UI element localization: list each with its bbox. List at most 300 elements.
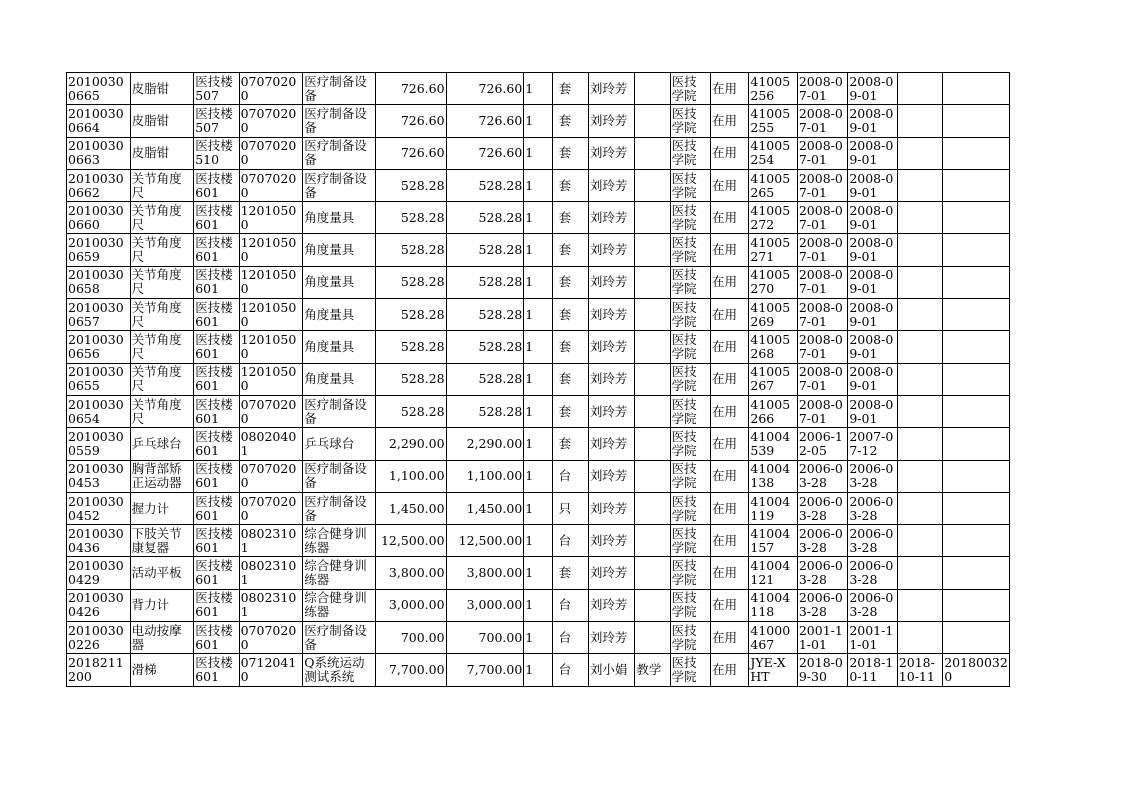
usage-cell (635, 525, 670, 557)
quantity-cell: 1 (524, 589, 552, 621)
category-code-cell: 07070200 (239, 460, 303, 492)
category-code-cell: 12010500 (239, 234, 303, 266)
category-name-cell: 医疗制备设备 (303, 460, 376, 492)
voucher-cell (943, 266, 1010, 298)
location-cell: 医技楼601 (194, 525, 239, 557)
unit-cell: 只 (552, 492, 588, 524)
purchase-date-cell: 2008-07-01 (797, 137, 847, 169)
keeper-cell: 刘玲芳 (588, 622, 634, 654)
usage-cell (635, 299, 670, 331)
invoice-cell: 41005272 (749, 202, 797, 234)
invoice-cell: 41005266 (749, 395, 797, 427)
department-cell: 医技学院 (670, 299, 710, 331)
quantity-cell: 1 (524, 266, 552, 298)
purchase-date-cell: 2008-07-01 (797, 395, 847, 427)
asset-id-cell: 20100300654 (67, 395, 131, 427)
invoice-cell: 41004157 (749, 525, 797, 557)
table-row (67, 73, 1010, 105)
table-row (67, 169, 1010, 201)
entry-date-cell: 2008-09-01 (848, 331, 897, 363)
quantity-cell: 1 (524, 525, 552, 557)
usage-cell (635, 557, 670, 589)
record-date-cell (897, 105, 942, 137)
category-name-cell: 医疗制备设备 (303, 622, 376, 654)
unit-cell: 台 (552, 460, 588, 492)
total-amount-cell: 700.00 (446, 622, 524, 654)
voucher-cell (943, 331, 1010, 363)
unit-cell: 台 (552, 525, 588, 557)
purchase-date-cell: 2008-07-01 (797, 105, 847, 137)
entry-date-cell: 2008-09-01 (848, 169, 897, 201)
voucher-cell (943, 363, 1010, 395)
department-cell: 医技学院 (670, 654, 710, 686)
entry-date-cell: 2008-09-01 (848, 234, 897, 266)
total-amount-cell: 726.60 (446, 73, 524, 105)
keeper-cell: 刘玲芳 (588, 266, 634, 298)
total-amount-cell: 528.28 (446, 299, 524, 331)
total-amount-cell: 726.60 (446, 137, 524, 169)
record-date-cell (897, 202, 942, 234)
category-code-cell: 07070200 (239, 105, 303, 137)
asset-id-cell: 20100300655 (67, 363, 131, 395)
unit-price-cell: 700.00 (375, 622, 446, 654)
department-cell: 医技学院 (670, 331, 710, 363)
status-cell: 在用 (711, 557, 749, 589)
record-date-cell (897, 622, 942, 654)
category-code-cell: 07070200 (239, 395, 303, 427)
usage-cell (635, 589, 670, 621)
record-date-cell (897, 492, 942, 524)
asset-name-cell: 乒乓球台 (130, 428, 194, 460)
keeper-cell: 刘玲芳 (588, 105, 634, 137)
entry-date-cell: 2006-03-28 (848, 460, 897, 492)
category-code-cell: 12010500 (239, 202, 303, 234)
record-date-cell (897, 460, 942, 492)
unit-price-cell: 726.60 (375, 105, 446, 137)
invoice-cell: 41005268 (749, 331, 797, 363)
category-name-cell: 医疗制备设备 (303, 169, 376, 201)
unit-price-cell: 528.28 (375, 202, 446, 234)
unit-cell: 套 (552, 137, 588, 169)
unit-price-cell: 528.28 (375, 363, 446, 395)
table-row (67, 363, 1010, 395)
category-code-cell: 08023101 (239, 589, 303, 621)
asset-name-cell: 关节角度尺 (130, 395, 194, 427)
category-name-cell: 角度量具 (303, 299, 376, 331)
entry-date-cell: 2001-11-01 (848, 622, 897, 654)
total-amount-cell: 528.28 (446, 234, 524, 266)
unit-price-cell: 528.28 (375, 169, 446, 201)
location-cell: 医技楼601 (194, 460, 239, 492)
keeper-cell: 刘玲芳 (588, 73, 634, 105)
voucher-cell (943, 299, 1010, 331)
invoice-cell: 41005255 (749, 105, 797, 137)
table-row (67, 331, 1010, 363)
location-cell: 医技楼601 (194, 589, 239, 621)
unit-cell: 台 (552, 654, 588, 686)
usage-cell (635, 202, 670, 234)
status-cell: 在用 (711, 363, 749, 395)
table-row (67, 622, 1010, 654)
asset-id-cell: 20100300226 (67, 622, 131, 654)
voucher-cell (943, 428, 1010, 460)
entry-date-cell: 2018-10-11 (848, 654, 897, 686)
total-amount-cell: 1,100.00 (446, 460, 524, 492)
location-cell: 医技楼601 (194, 622, 239, 654)
quantity-cell: 1 (524, 492, 552, 524)
unit-price-cell: 1,100.00 (375, 460, 446, 492)
purchase-date-cell: 2008-07-01 (797, 266, 847, 298)
asset-name-cell: 关节角度尺 (130, 299, 194, 331)
status-cell: 在用 (711, 105, 749, 137)
table-row (67, 654, 1010, 686)
status-cell: 在用 (711, 299, 749, 331)
unit-price-cell: 3,000.00 (375, 589, 446, 621)
location-cell: 医技楼601 (194, 266, 239, 298)
status-cell: 在用 (711, 137, 749, 169)
invoice-cell: 41005267 (749, 363, 797, 395)
voucher-cell: 201800320 (943, 654, 1010, 686)
department-cell: 医技学院 (670, 266, 710, 298)
entry-date-cell: 2008-09-01 (848, 202, 897, 234)
usage-cell (635, 492, 670, 524)
category-name-cell: Q系统运动测试系统 (303, 654, 376, 686)
department-cell: 医技学院 (670, 460, 710, 492)
entry-date-cell: 2008-09-01 (848, 266, 897, 298)
invoice-cell: 41004119 (749, 492, 797, 524)
invoice-cell: 41005254 (749, 137, 797, 169)
quantity-cell: 1 (524, 202, 552, 234)
unit-cell: 套 (552, 299, 588, 331)
voucher-cell (943, 105, 1010, 137)
total-amount-cell: 2,290.00 (446, 428, 524, 460)
status-cell: 在用 (711, 654, 749, 686)
asset-name-cell: 皮脂钳 (130, 73, 194, 105)
category-name-cell: 综合健身训练器 (303, 589, 376, 621)
record-date-cell (897, 73, 942, 105)
unit-cell: 套 (552, 202, 588, 234)
entry-date-cell: 2008-09-01 (848, 395, 897, 427)
location-cell: 医技楼601 (194, 428, 239, 460)
asset-id-cell: 20100300658 (67, 266, 131, 298)
usage-cell (635, 105, 670, 137)
usage-cell (635, 428, 670, 460)
asset-id-cell: 20100300436 (67, 525, 131, 557)
keeper-cell: 刘小娟 (588, 654, 634, 686)
category-name-cell: 角度量具 (303, 234, 376, 266)
category-code-cell: 12010500 (239, 266, 303, 298)
record-date-cell (897, 137, 942, 169)
quantity-cell: 1 (524, 137, 552, 169)
unit-price-cell: 3,800.00 (375, 557, 446, 589)
location-cell: 医技楼601 (194, 202, 239, 234)
invoice-cell: 41004539 (749, 428, 797, 460)
location-cell: 医技楼510 (194, 137, 239, 169)
category-name-cell: 医疗制备设备 (303, 73, 376, 105)
quantity-cell: 1 (524, 654, 552, 686)
location-cell: 医技楼601 (194, 299, 239, 331)
voucher-cell (943, 525, 1010, 557)
usage-cell (635, 395, 670, 427)
category-name-cell: 医疗制备设备 (303, 492, 376, 524)
purchase-date-cell: 2006-03-28 (797, 525, 847, 557)
location-cell: 医技楼507 (194, 73, 239, 105)
category-code-cell: 12010500 (239, 331, 303, 363)
unit-price-cell: 726.60 (375, 137, 446, 169)
category-name-cell: 医疗制备设备 (303, 105, 376, 137)
category-name-cell: 角度量具 (303, 363, 376, 395)
keeper-cell: 刘玲芳 (588, 492, 634, 524)
record-date-cell (897, 363, 942, 395)
location-cell: 医技楼601 (194, 234, 239, 266)
asset-name-cell: 电动按摩器 (130, 622, 194, 654)
status-cell: 在用 (711, 202, 749, 234)
usage-cell (635, 460, 670, 492)
usage-cell (635, 363, 670, 395)
category-code-cell: 07120410 (239, 654, 303, 686)
unit-price-cell: 528.28 (375, 331, 446, 363)
unit-cell: 套 (552, 234, 588, 266)
entry-date-cell: 2008-09-01 (848, 73, 897, 105)
department-cell: 医技学院 (670, 234, 710, 266)
department-cell: 医技学院 (670, 169, 710, 201)
category-name-cell: 综合健身训练器 (303, 557, 376, 589)
category-name-cell: 角度量具 (303, 202, 376, 234)
category-name-cell: 综合健身训练器 (303, 525, 376, 557)
status-cell: 在用 (711, 395, 749, 427)
table-row (67, 234, 1010, 266)
table-row (67, 557, 1010, 589)
quantity-cell: 1 (524, 460, 552, 492)
unit-cell: 套 (552, 73, 588, 105)
category-name-cell: 角度量具 (303, 331, 376, 363)
keeper-cell: 刘玲芳 (588, 460, 634, 492)
asset-id-cell: 20100300656 (67, 331, 131, 363)
voucher-cell (943, 202, 1010, 234)
status-cell: 在用 (711, 234, 749, 266)
unit-cell: 套 (552, 428, 588, 460)
total-amount-cell: 528.28 (446, 363, 524, 395)
entry-date-cell: 2006-03-28 (848, 525, 897, 557)
asset-id-cell: 20100300662 (67, 169, 131, 201)
purchase-date-cell: 2006-03-28 (797, 492, 847, 524)
asset-id-cell: 20100300453 (67, 460, 131, 492)
keeper-cell: 刘玲芳 (588, 169, 634, 201)
location-cell: 医技楼601 (194, 557, 239, 589)
table-row (67, 266, 1010, 298)
department-cell: 医技学院 (670, 395, 710, 427)
purchase-date-cell: 2008-07-01 (797, 169, 847, 201)
status-cell: 在用 (711, 525, 749, 557)
category-code-cell: 12010500 (239, 299, 303, 331)
status-cell: 在用 (711, 622, 749, 654)
record-date-cell (897, 234, 942, 266)
asset-id-cell: 20100300663 (67, 137, 131, 169)
category-name-cell: 乒乓球台 (303, 428, 376, 460)
asset-name-cell: 关节角度尺 (130, 202, 194, 234)
unit-price-cell: 1,450.00 (375, 492, 446, 524)
unit-price-cell: 528.28 (375, 299, 446, 331)
location-cell: 医技楼507 (194, 105, 239, 137)
total-amount-cell: 12,500.00 (446, 525, 524, 557)
status-cell: 在用 (711, 73, 749, 105)
asset-name-cell: 关节角度尺 (130, 169, 194, 201)
category-code-cell: 08020401 (239, 428, 303, 460)
keeper-cell: 刘玲芳 (588, 363, 634, 395)
entry-date-cell: 2008-09-01 (848, 137, 897, 169)
voucher-cell (943, 234, 1010, 266)
invoice-cell: 41004121 (749, 557, 797, 589)
usage-cell (635, 137, 670, 169)
unit-cell: 套 (552, 169, 588, 201)
purchase-date-cell: 2006-03-28 (797, 460, 847, 492)
location-cell: 医技楼601 (194, 395, 239, 427)
table-row (67, 137, 1010, 169)
status-cell: 在用 (711, 492, 749, 524)
entry-date-cell: 2008-09-01 (848, 299, 897, 331)
entry-date-cell: 2006-03-28 (848, 589, 897, 621)
unit-cell: 套 (552, 266, 588, 298)
purchase-date-cell: 2006-12-05 (797, 428, 847, 460)
quantity-cell: 1 (524, 622, 552, 654)
entry-date-cell: 2008-09-01 (848, 105, 897, 137)
entry-date-cell: 2006-03-28 (848, 492, 897, 524)
asset-id-cell: 20100300426 (67, 589, 131, 621)
unit-cell: 套 (552, 363, 588, 395)
category-code-cell: 08023101 (239, 557, 303, 589)
department-cell: 医技学院 (670, 492, 710, 524)
table-row (67, 202, 1010, 234)
asset-name-cell: 活动平板 (130, 557, 194, 589)
table-row (67, 525, 1010, 557)
voucher-cell (943, 557, 1010, 589)
purchase-date-cell: 2008-07-01 (797, 363, 847, 395)
asset-name-cell: 滑梯 (130, 654, 194, 686)
unit-cell: 台 (552, 622, 588, 654)
record-date-cell (897, 525, 942, 557)
quantity-cell: 1 (524, 73, 552, 105)
purchase-date-cell: 2008-07-01 (797, 299, 847, 331)
purchase-date-cell: 2006-03-28 (797, 557, 847, 589)
location-cell: 医技楼601 (194, 331, 239, 363)
category-name-cell: 医疗制备设备 (303, 137, 376, 169)
department-cell: 医技学院 (670, 363, 710, 395)
asset-id-cell: 20100300559 (67, 428, 131, 460)
usage-cell: 教学 (635, 654, 670, 686)
asset-id-cell: 20100300657 (67, 299, 131, 331)
voucher-cell (943, 395, 1010, 427)
asset-name-cell: 关节角度尺 (130, 234, 194, 266)
quantity-cell: 1 (524, 331, 552, 363)
invoice-cell: 41005265 (749, 169, 797, 201)
department-cell: 医技学院 (670, 105, 710, 137)
voucher-cell (943, 492, 1010, 524)
asset-name-cell: 皮脂钳 (130, 105, 194, 137)
record-date-cell (897, 331, 942, 363)
keeper-cell: 刘玲芳 (588, 395, 634, 427)
invoice-cell: 41004118 (749, 589, 797, 621)
category-code-cell: 12010500 (239, 363, 303, 395)
purchase-date-cell: 2008-07-01 (797, 331, 847, 363)
unit-price-cell: 12,500.00 (375, 525, 446, 557)
location-cell: 医技楼601 (194, 169, 239, 201)
category-code-cell: 07070200 (239, 73, 303, 105)
category-code-cell: 07070200 (239, 169, 303, 201)
voucher-cell (943, 589, 1010, 621)
status-cell: 在用 (711, 460, 749, 492)
asset-name-cell: 下肢关节康复器 (130, 525, 194, 557)
usage-cell (635, 234, 670, 266)
table-row (67, 460, 1010, 492)
record-date-cell (897, 428, 942, 460)
quantity-cell: 1 (524, 105, 552, 137)
asset-id-cell: 20100300452 (67, 492, 131, 524)
record-date-cell (897, 169, 942, 201)
status-cell: 在用 (711, 428, 749, 460)
category-code-cell: 07070200 (239, 492, 303, 524)
total-amount-cell: 3,800.00 (446, 557, 524, 589)
record-date-cell (897, 557, 942, 589)
entry-date-cell: 2008-09-01 (848, 363, 897, 395)
usage-cell (635, 331, 670, 363)
total-amount-cell: 7,700.00 (446, 654, 524, 686)
asset-name-cell: 关节角度尺 (130, 266, 194, 298)
keeper-cell: 刘玲芳 (588, 331, 634, 363)
total-amount-cell: 726.60 (446, 105, 524, 137)
purchase-date-cell: 2006-03-28 (797, 589, 847, 621)
total-amount-cell: 528.28 (446, 395, 524, 427)
quantity-cell: 1 (524, 557, 552, 589)
department-cell: 医技学院 (670, 589, 710, 621)
table-row (67, 395, 1010, 427)
department-cell: 医技学院 (670, 73, 710, 105)
record-date-cell: 2018-10-11 (897, 654, 942, 686)
purchase-date-cell: 2001-11-01 (797, 622, 847, 654)
keeper-cell: 刘玲芳 (588, 234, 634, 266)
keeper-cell: 刘玲芳 (588, 525, 634, 557)
quantity-cell: 1 (524, 234, 552, 266)
invoice-cell: 41005271 (749, 234, 797, 266)
total-amount-cell: 528.28 (446, 266, 524, 298)
asset-name-cell: 握力计 (130, 492, 194, 524)
usage-cell (635, 169, 670, 201)
unit-cell: 套 (552, 105, 588, 137)
asset-name-cell: 胸背部矫正运动器 (130, 460, 194, 492)
quantity-cell: 1 (524, 395, 552, 427)
asset-name-cell: 背力计 (130, 589, 194, 621)
quantity-cell: 1 (524, 299, 552, 331)
keeper-cell: 刘玲芳 (588, 589, 634, 621)
purchase-date-cell: 2008-07-01 (797, 73, 847, 105)
asset-id-cell: 2018211200 (67, 654, 131, 686)
voucher-cell (943, 460, 1010, 492)
asset-name-cell: 关节角度尺 (130, 331, 194, 363)
unit-price-cell: 7,700.00 (375, 654, 446, 686)
location-cell: 医技楼601 (194, 654, 239, 686)
asset-id-cell: 20100300665 (67, 73, 131, 105)
category-code-cell: 08023101 (239, 525, 303, 557)
table-row (67, 299, 1010, 331)
quantity-cell: 1 (524, 428, 552, 460)
keeper-cell: 刘玲芳 (588, 557, 634, 589)
location-cell: 医技楼601 (194, 492, 239, 524)
department-cell: 医技学院 (670, 137, 710, 169)
quantity-cell: 1 (524, 363, 552, 395)
asset-id-cell: 20100300659 (67, 234, 131, 266)
total-amount-cell: 528.28 (446, 202, 524, 234)
unit-price-cell: 726.60 (375, 73, 446, 105)
department-cell: 医技学院 (670, 428, 710, 460)
